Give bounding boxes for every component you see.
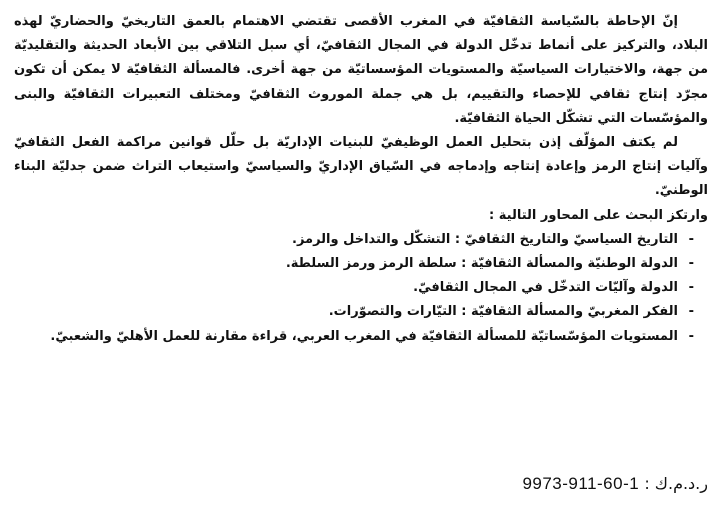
- isbn-line: [522, 474, 708, 494]
- list-dash: -: [688, 280, 694, 296]
- list-item: [14, 300, 708, 324]
- axes-intro: وارتكز البحث على المحاور التالية :: [489, 207, 708, 223]
- isbn-number: 9973-911-60-1: [522, 474, 640, 493]
- list-item-text: الدولة وآليّات التدخّل في المجال الثقافيّ.: [413, 280, 678, 296]
- list-item: [14, 325, 708, 349]
- list-item-text: المستويات المؤسّساتيّة للمسألة الثقافيّة في المغرب العربي، قراءة مقارنة للعمل الأهليّ والشعبيّ.: [50, 328, 678, 344]
- list-dash: -: [688, 304, 694, 320]
- list-item: [14, 276, 708, 300]
- paragraph-method: لم يكتف المؤلّف إذن بتحليل العمل الوظيفيّ للبنيات الإداريّة بل حلّل قوانين مراكمة الفعل الثقافيّ وآليات إنتاج الرمز وإعادة إنتاجه وإدماجه في السّياق الإداريّ والسياسيّ واستيعاب التراث ضمن جدليّة البناء الوطنيّ.: [14, 135, 708, 199]
- isbn-label: ر.د.م.ك :: [644, 474, 708, 493]
- list-item: [14, 228, 708, 252]
- back-cover-text: [14, 10, 708, 349]
- list-item: [14, 252, 708, 276]
- list-dash: -: [688, 328, 694, 344]
- list-item-text: الفكر المغربيّ والمسألة الثقافيّة : التيّارات والتصوّرات.: [328, 304, 678, 320]
- list-dash: -: [688, 231, 694, 247]
- list-dash: -: [688, 256, 694, 272]
- axes-list: [14, 228, 708, 349]
- list-item-text: التاريخ السياسيّ والتاريخ الثقافيّ : التشكّل والتداخل والرمز.: [292, 231, 678, 247]
- paragraph-intro: إنّ الإحاطة بالسّياسة الثقافيّة في المغرب الأقصى تقتضي الاهتمام بالعمق التاريخيّ والحضاريّ لهذه البلاد، والتركيز على أنماط تدخّل الدولة في المجال الثقافيّ، أي سبل التلاقي بين الأبعاد الحديثة والتقليديّة من جهة، والاختيارات السياسيّة والمستويات المؤسساتيّة من جهة أخرى. فالمسألة الثقافيّة لا يمكن أن تكون مجرّد إنتاج ثقافي للإحصاء والتقييم، بل هي جملة الموروث الثقافيّ ومختلف التعبيرات الثقافيّة والبنى والمؤسّسات التي تشكّل الحياة الثقافيّة.: [14, 14, 708, 126]
- list-item-text: الدولة الوطنيّة والمسألة الثقافيّة : سلطة الرمز ورمز السلطة.: [285, 256, 678, 272]
